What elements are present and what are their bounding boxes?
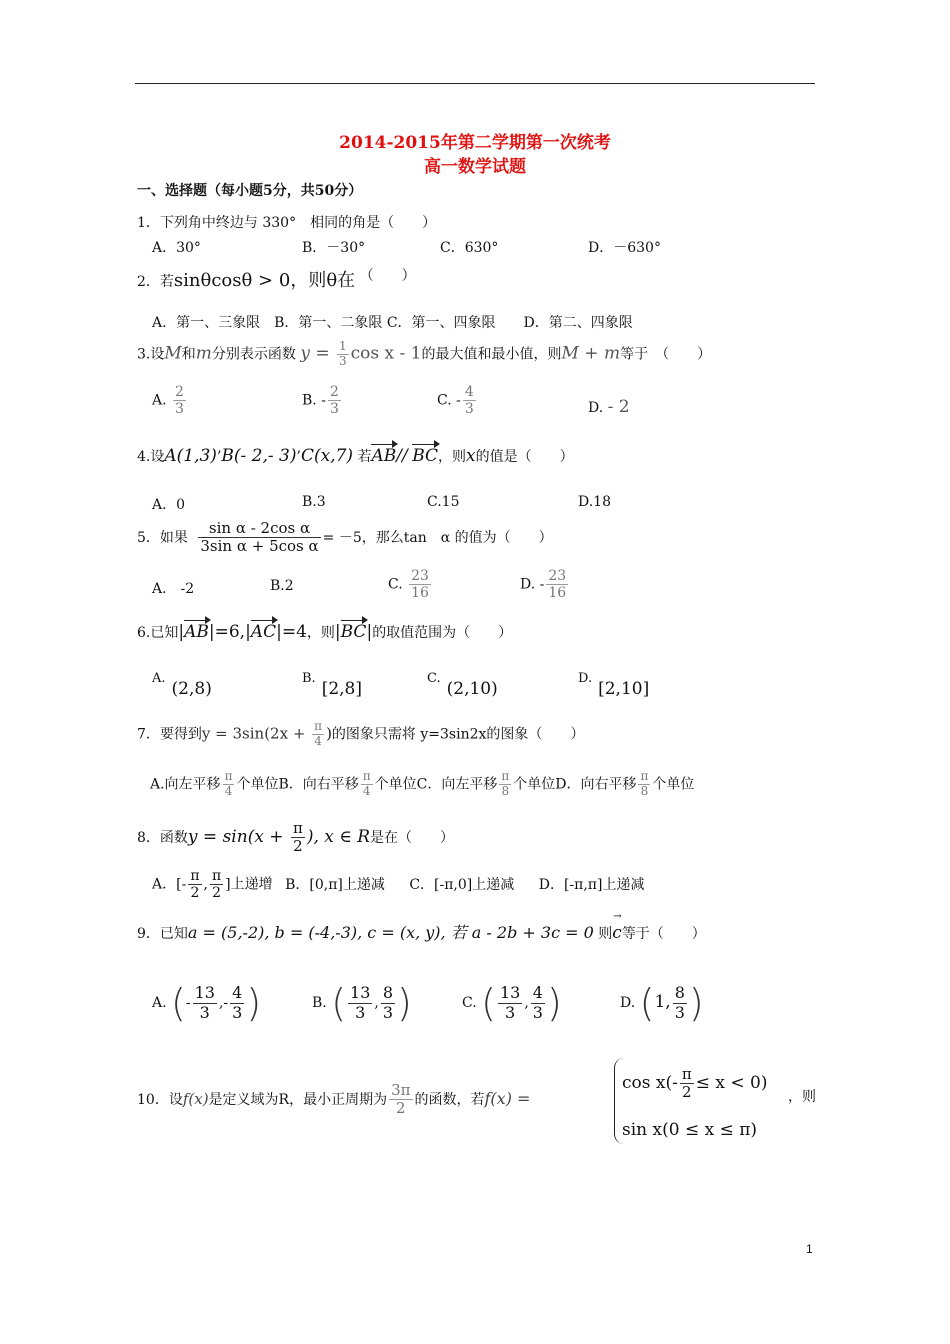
question-2: 2．若sinθcosθ > 0，则θ在 （ ）	[137, 268, 416, 291]
q6-option-c: C.(2,10)	[427, 671, 498, 699]
q1-option-c: C．630°	[440, 240, 499, 256]
q3-option-b: B. - $\frac{2}{3}$	[302, 384, 339, 418]
q9-option-a: A. (- $\frac{13}{3}$ ,- $\frac{4}{3}$ )	[152, 981, 262, 1025]
q6-option-b: B.[2,8]	[302, 671, 362, 699]
q4-option-c: C.15	[427, 494, 460, 510]
q1-option-a: A．30°	[152, 240, 201, 256]
q3-option-a: A. $\frac{2}{3}$	[152, 384, 184, 418]
vector-ab: AB	[371, 446, 397, 466]
vector-bc: BC	[412, 446, 439, 466]
q2-options: A．第一、三象限 B．第一、二象限 C．第一、四象限 D．第二、四象限	[152, 315, 633, 331]
q5-option-c: C. $\frac{23}{16}$	[388, 568, 429, 602]
page-number: 1	[806, 1242, 813, 1256]
q4-option-d: D.18	[578, 494, 611, 510]
question-3: 3.设M和m分别表示函数 y = $\frac{1}{3}$ cos x - 1的最大值和最小值，则M + m等于 （ ）	[137, 339, 712, 368]
q10-ze: ，则	[788, 1089, 816, 1105]
section-heading: 一、选择题（每小题5分，共50分）	[137, 183, 363, 199]
question-8: 8．函数y = sin(x + $\frac{\pi}{2}$ ), x ∈ R是在（ ）	[137, 819, 455, 856]
exam-subtitle: 高一数学试题	[424, 157, 526, 177]
q7-options: A.向左平移 $\frac{\pi}{4}$ 个单位B．向右平移 $\frac{\pi}{4}$ 个单位C．向左平移 $\frac{\pi}{8}$ 个单位D．向右平移 $\frac{\pi}{8}$ 个单位	[150, 769, 695, 798]
exam-title: 2014-2015年第二学期第一次统考	[339, 133, 611, 153]
q10-case-1: cos x(- $\frac{\pi}{2}$ ≤ x < 0)	[622, 1065, 768, 1102]
question-9: 9．已知a = (5,-2), b = (-4,-3), c = (x, y), 若 a - 2b + 3c = 0 则c →等于（ ）	[137, 920, 706, 943]
q3-option-c: C. - $\frac{4}{3}$	[437, 384, 474, 418]
q5-option-a: A． -2	[152, 581, 195, 597]
q3-option-d: D. - 2	[588, 397, 630, 417]
q9-option-b: B. ( $\frac{13}{3}$ , $\frac{8}{3}$ )	[312, 981, 412, 1025]
q1-option-b: B．－30°	[302, 240, 366, 256]
q9-option-c: C. ( $\frac{13}{3}$ , $\frac{4}{3}$ )	[462, 981, 562, 1025]
q5-option-d: D. - $\frac{23}{16}$	[520, 568, 567, 602]
q4-option-a: A．0	[152, 497, 186, 513]
q6-option-a: A.(2,8)	[152, 671, 212, 699]
q8-options: A．[- $\frac{\pi}{2}$ , $\frac{\pi}{2}$ ]上递增 B．[0,π]上递减 C．[-π,0]上递减 D．[-π,π]上递减	[152, 868, 645, 902]
question-7: 7．要得到y = 3sin(2x + $\frac{\pi}{4}$ )的图象只需将 y=3sin2x的图象（ ）	[137, 719, 585, 748]
q4-option-b: B.3	[302, 494, 326, 510]
q9-option-d: D. (1, $\frac{8}{3}$ )	[620, 981, 704, 1025]
question-1: 1．下列角中终边与 330° 相同的角是（ ）	[137, 215, 437, 231]
q5-option-b: B.2	[270, 578, 294, 594]
question-5: 5．如果 $\frac{\text{sin α - 2cos α}}{\text{3sin α + 5cos α}}$ = －5，那么tan α 的值为（ ）	[137, 519, 553, 556]
question-10: 10．设f(x)是定义域为R，最小正周期为 $\frac{3\pi}{2}$ 的函数，若f(x) =	[137, 1081, 531, 1118]
q2-expression: sinθcosθ > 0，则θ在	[173, 270, 356, 291]
question-4: 4.设A(1,3)’B(- 2,- 3)’C(x,7) 若AB// BC，则x的值是（ ）	[137, 446, 574, 466]
header-rule	[135, 83, 815, 84]
q1-option-d: D．－630°	[588, 240, 661, 256]
question-6: 6.已知|AB|=6,|AC|=4，则|BC|的取值范围为（ ）	[137, 622, 513, 642]
q10-case-2: sin x(0 ≤ x ≤ π)	[622, 1120, 758, 1140]
q6-option-d: D.[2,10]	[578, 671, 650, 699]
